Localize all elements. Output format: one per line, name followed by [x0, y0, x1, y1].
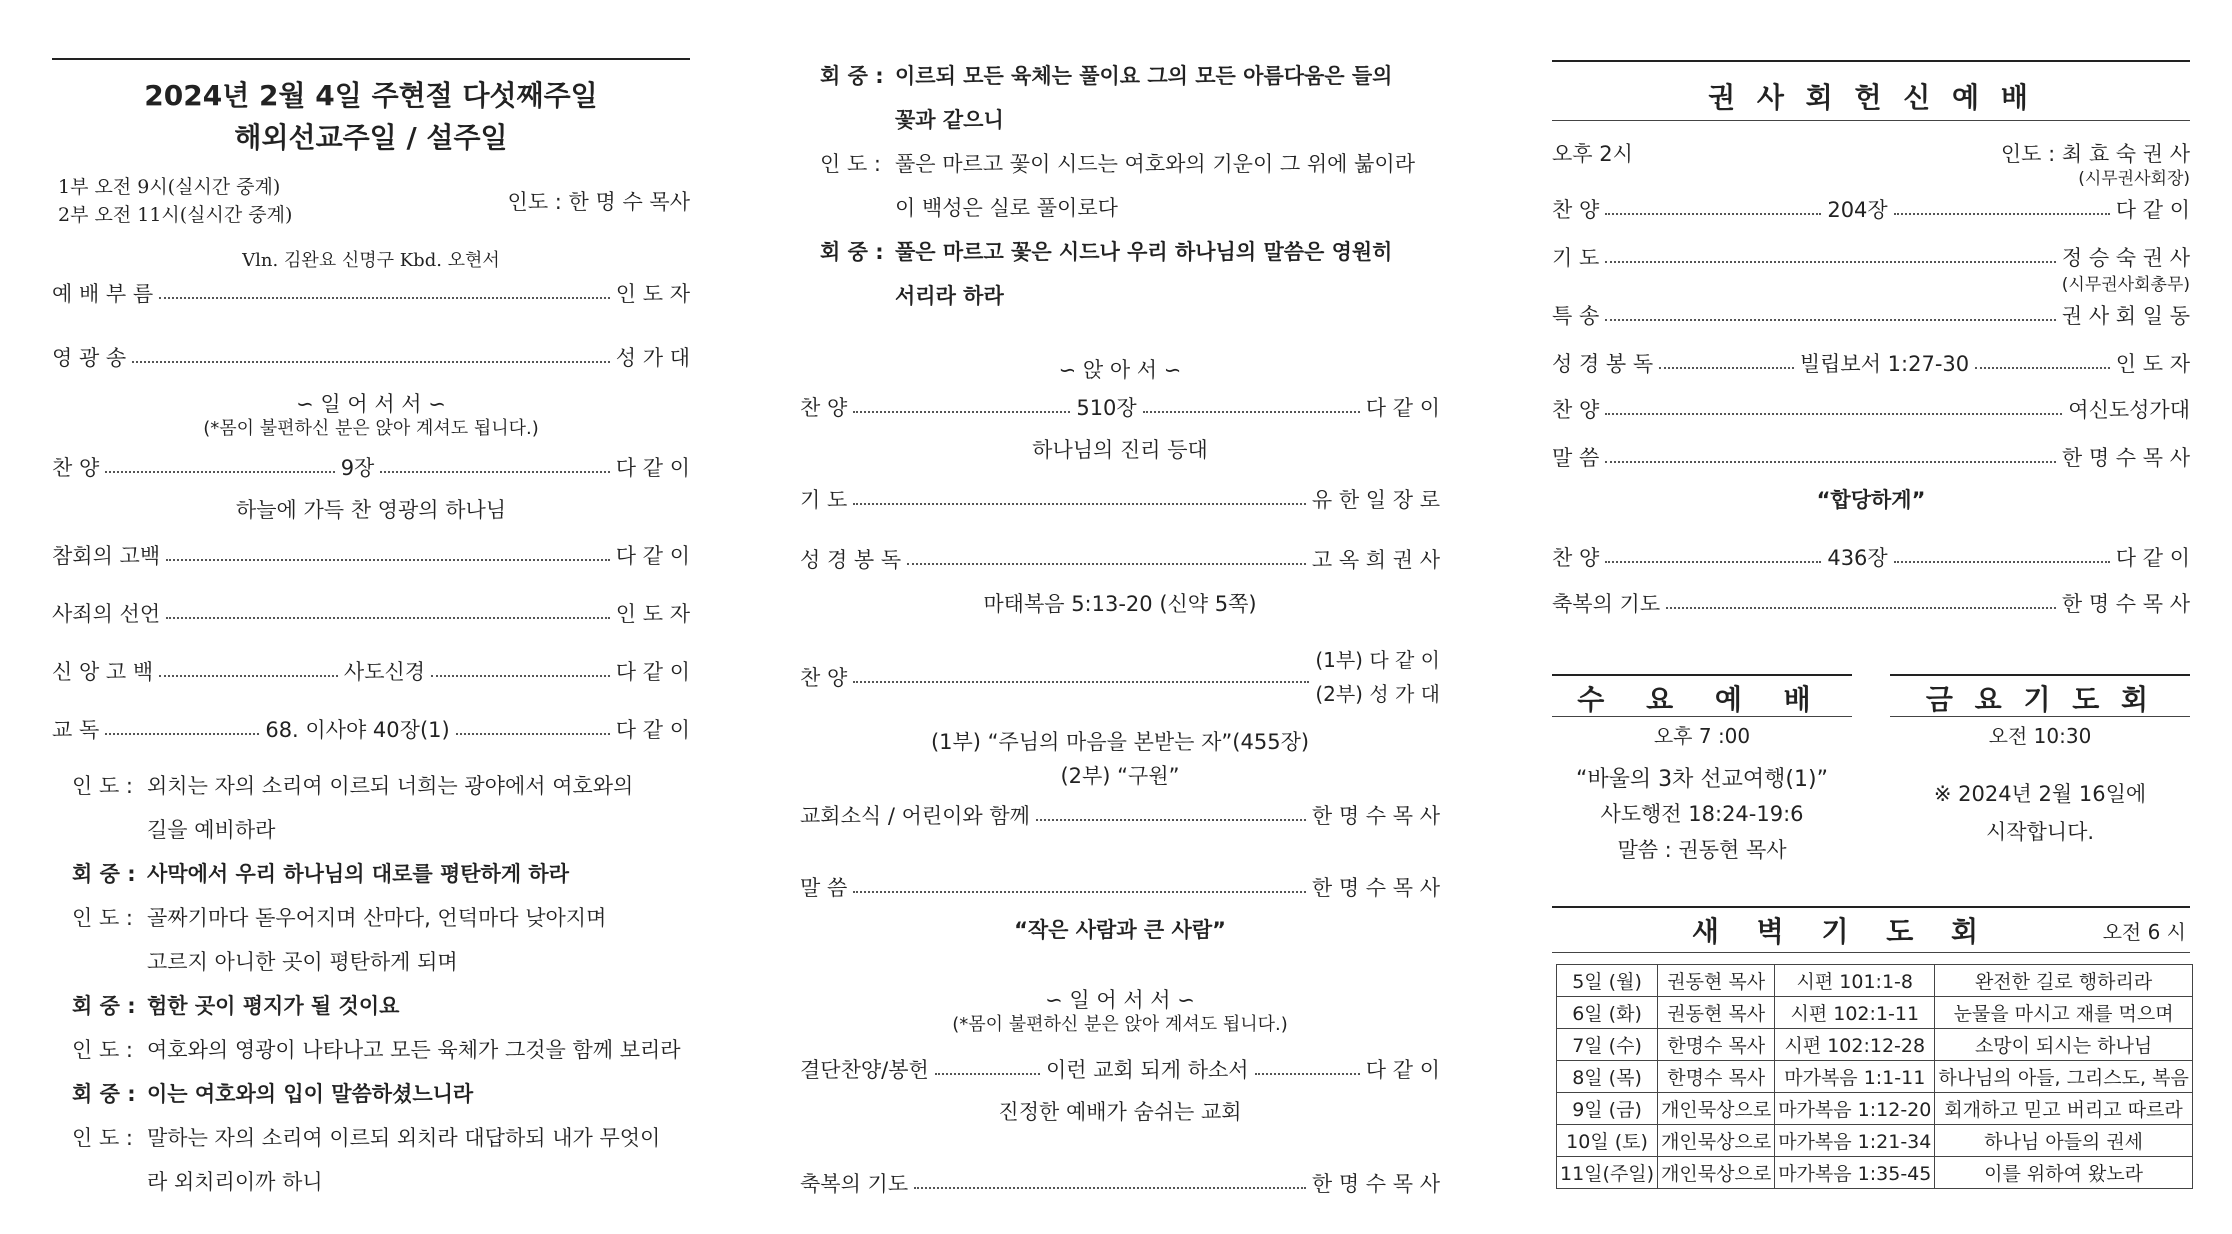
leader-line: 길을 예비하라: [147, 818, 276, 842]
stand-instruction: ∽ 일 어 서 서 ∽: [1045, 988, 1195, 1012]
hymn-row: 찬 양 9장 다 같 이: [52, 456, 690, 480]
service-subtitle: 해외선교주일 / 설주일: [234, 121, 508, 154]
hymn-title: 하늘에 가득 찬 영광의 하나님: [235, 498, 507, 522]
table-row: 5일 (월) 권동현 목사 시편 101:1-8 완전한 길로 행하리라: [1557, 965, 2193, 997]
friday-note-continued: 시작합니다.: [1985, 820, 2095, 844]
scripture-reading-row: 성 경 봉 독 빌립보서 1:27-30 인 도 자: [1552, 352, 2191, 376]
benediction-row: 축복의 기도 한 명 수 목 사: [1552, 592, 2190, 616]
congregation-line: 이는 여호와의 입이 말씀하셨느니라: [147, 1082, 474, 1106]
leader-line: 이 백성은 실로 풀이로다: [895, 196, 1118, 220]
absolution-row: 사죄의 선언 인 도 자: [52, 602, 690, 626]
dawn-prayer-title: 새 벽 기 도 회: [1691, 915, 1993, 948]
offering-title: 진정한 예배가 숨쉬는 교회: [998, 1100, 1242, 1124]
call-to-worship-row: 예 배 부 름 인 도 자: [52, 282, 690, 306]
leader-role: 인 도 :: [72, 906, 133, 930]
leader-note: (시무권사회장): [2078, 169, 2190, 189]
top-rule: [52, 58, 690, 60]
leader-role: 인 도 :: [820, 152, 881, 176]
sermon-row: 말 씀 한 명 수 목 사: [1552, 446, 2190, 470]
leader-line: 말하는 자의 소리여 이르되 외치라 대답하되 내가 무엇이: [147, 1126, 661, 1150]
anthem-row: 찬 양 (1부) 다 같 이 (2부) 성 가 대: [800, 648, 1440, 706]
prayer-row: 기 도 정 승 숙 권 사: [1552, 246, 2190, 270]
dawn-schedule-table: [1556, 964, 2193, 1189]
leader-role: 인 도 :: [72, 1038, 133, 1062]
congregation-role: 회 중 :: [820, 240, 884, 264]
leader-role: 인 도 :: [72, 1126, 133, 1150]
scripture-reference: 마태복음 5:13-20 (신약 5쪽): [983, 592, 1257, 616]
dawn-prayer-time: 오전 6 시: [2102, 920, 2186, 944]
hymn-row: 찬 양 510장 다 같 이: [800, 396, 1440, 420]
sit-instruction: ∽ 앉 아 서 ∽: [1058, 358, 1182, 382]
wednesday-scripture: 사도행전 18:24-19:6: [1600, 802, 1804, 826]
sermon-title: “작은 사람과 큰 사람”: [1014, 918, 1226, 942]
worship-order-column: [52, 0, 690, 1234]
benediction-row: 축복의 기도 한 명 수 목 사: [800, 1172, 1440, 1196]
anthem-second-service: (2부) “구원”: [1060, 764, 1180, 788]
friday-rule: [1890, 674, 2190, 676]
deaconess-service-title: 권 사 회 헌 신 예 배: [1708, 81, 2034, 114]
stand-note: (*몸이 불편하신 분은 앉아 계셔도 됩니다.): [952, 1014, 1288, 1035]
friday-note: ※ 2024년 2월 16일에: [1933, 782, 2147, 806]
congregation-line: 이르되 모든 육체는 풀이요 그의 모든 아름다움은 들의: [895, 64, 1393, 88]
prayer-note: (시무권사회총무): [2061, 275, 2190, 295]
scripture-reading-row: 성 경 봉 독 고 옥 희 권 사: [800, 548, 1440, 572]
announcements-row: 교회소식 / 어린이와 함께 한 명 수 목 사: [800, 804, 1440, 828]
congregation-role: 회 중 :: [820, 64, 884, 88]
wednesday-time: 오후 7 :00: [1653, 724, 1751, 748]
wednesday-speaker: 말씀 : 권동현 목사: [1617, 838, 1787, 862]
dawn-rule: [1552, 906, 2190, 908]
congregation-line: 꽃과 같으니: [895, 108, 1004, 132]
table-row: 9일 (금) 개인묵상으로 마가복음 1:12-20 회개하고 믿고 버리고 따르라: [1557, 1093, 2193, 1125]
table-row: 7일 (수) 한명수 목사 시편 102:12-28 소망이 되시는 하나님: [1557, 1029, 2193, 1061]
stand-instruction: ∽ 일 어 서 서 ∽: [296, 392, 446, 416]
responsive-reading-row: 교 독 68. 이사야 40장(1) 다 같 이: [52, 718, 690, 742]
wednesday-service-title: 수 요 예 배: [1577, 683, 1827, 716]
hymn-title: 하나님의 진리 등대: [1032, 438, 1208, 462]
leader-line: 여호와의 영광이 나타나고 모든 육체가 그것을 함께 보리라: [147, 1038, 681, 1062]
leader-role: 인 도 :: [72, 774, 133, 798]
closing-hymn-row: 찬 양 436장 다 같 이: [1552, 546, 2190, 570]
congregation-role: 회 중 :: [72, 862, 136, 886]
congregation-line: 풀은 마르고 꽃은 시드나 우리 하나님의 말씀은 영원히: [895, 240, 1393, 264]
leader-line: 라 외치리이까 하니: [147, 1170, 323, 1194]
choir-row: 찬 양 여신도성가대: [1552, 398, 2190, 422]
anthem-first-service: (1부) “주님의 마음을 본받는 자”(455장): [930, 730, 1310, 754]
top-rule: [1552, 60, 2190, 62]
musicians: Vln. 김완요 신명구 Kbd. 오현서: [242, 250, 500, 271]
first-service-time: 1부 오전 9시(실시간 중계): [58, 176, 281, 198]
leader-line: 풀은 마르고 꽃이 시드는 여호와의 기운이 그 위에 붊이라: [895, 152, 1415, 176]
congregation-role: 회 중 :: [72, 994, 136, 1018]
wednesday-topic: “바울의 3차 선교여행(1)”: [1576, 767, 1828, 792]
service-title: 2024년 2월 4일 주현절 다섯째주일: [144, 79, 598, 112]
table-row: 6일 (화) 권동현 목사 시편 102:1-11 눈물을 마시고 재를 먹으며: [1557, 997, 2193, 1029]
creed-row: 신 앙 고 백 사도신경 다 같 이: [52, 660, 691, 684]
leader-line: 고르지 아니한 곳이 평탄하게 되며: [147, 950, 458, 974]
congregation-role: 회 중 :: [72, 1082, 136, 1106]
leader-line: 골짜기마다 돋우어지며 산마다, 언덕마다 낮아지며: [147, 906, 607, 930]
leader-line: 외치는 자의 소리여 이르되 너희는 광야에서 여호와의: [147, 774, 634, 798]
congregation-line: 사막에서 우리 하나님의 대로를 평탄하게 하라: [147, 862, 569, 886]
table-row: 10일 (토) 개인묵상으로 마가복음 1:21-34 하나님 아들의 권세: [1557, 1125, 2193, 1157]
service-leader: 인도 : 한 명 수 목사: [507, 190, 690, 214]
stand-note: (*몸이 불편하신 분은 앉아 계셔도 됩니다.): [203, 418, 539, 439]
worship-order-continued-column: [800, 0, 1440, 1234]
second-service-time: 2부 오전 11시(실시간 중계): [58, 204, 293, 226]
hymn-row: 찬 양 204장 다 같 이: [1552, 198, 2190, 222]
table-row: 8일 (목) 한명수 목사 마가복음 1:1-11 하나님의 아들, 그리스도, 복음: [1557, 1061, 2193, 1093]
friday-prayer-title: 금 요 기 도 회: [1925, 683, 2155, 716]
congregation-line: 험한 곳이 평지가 될 것이요: [147, 994, 400, 1018]
sermon-row: 말 씀 한 명 수 목 사: [800, 876, 1440, 900]
sermon-title: “합당하게”: [1816, 488, 1926, 512]
announcements-column: [1552, 0, 2190, 1234]
table-row: 11일(주일) 개인묵상으로 마가복음 1:35-45 이를 위하여 왔노라: [1557, 1157, 2193, 1189]
prayer-row: 기 도 유 한 일 장 로: [800, 488, 1440, 512]
service-leader: 인도 : 최 효 숙 권 사: [2000, 142, 2190, 166]
gloria-row: 영 광 송 성 가 대: [52, 346, 690, 370]
service-time: 오후 2시: [1552, 142, 1633, 166]
title-rule: [1552, 120, 2190, 121]
confession-row: 참회의 고백 다 같 이: [52, 544, 690, 568]
congregation-line: 서리라 하라: [895, 284, 1004, 308]
special-music-row: 특 송 권 사 회 일 동: [1552, 304, 2190, 328]
offering-row: 결단찬양/봉헌 이런 교회 되게 하소서 다 같 이: [800, 1058, 1440, 1082]
friday-time: 오전 10:30: [1988, 724, 2092, 748]
wednesday-rule: [1552, 674, 1852, 676]
